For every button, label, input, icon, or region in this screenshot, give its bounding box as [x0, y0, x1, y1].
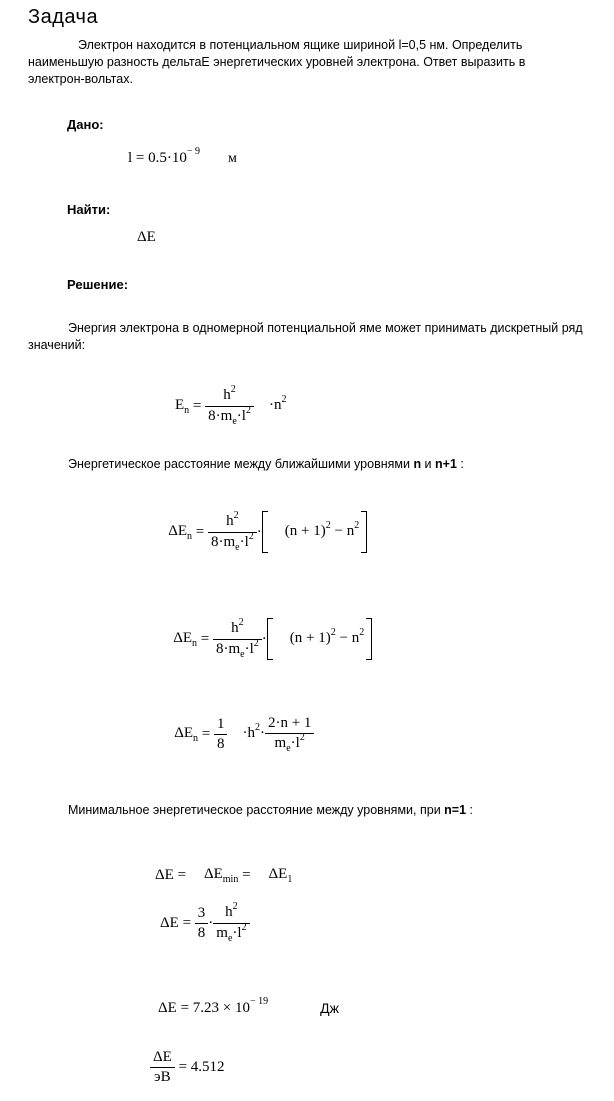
formula-delta-en-bracket-2: $\Delta E_n$ = $\frac{h^2}{8\cdot m_e\cdot l^2}$ · $(n + 1)^2 - n^2$ — [159, 610, 372, 668]
given-label: Дано: — [67, 117, 104, 132]
given-mantissa: 0.5 — [148, 150, 167, 166]
given-exponent: − 9 — [186, 146, 201, 157]
en-lhs: $E_n$ — [175, 397, 190, 416]
equals-sign: = — [174, 1059, 191, 1075]
equals-sign: = — [178, 915, 195, 931]
page-title: Задача — [28, 6, 99, 28]
equals-sign: = — [173, 866, 190, 883]
formula-given-width — [128, 146, 237, 168]
multiply-dot: · — [261, 630, 267, 647]
fraction: $\frac{h^2}{8\cdot m_e\cdot l^2}$ — [208, 512, 257, 553]
var-n-plus-1: n+1 — [435, 457, 457, 471]
problem-statement: Электрон находится в потенциальном ящике шириной l=0,5 нм. Определить наименьшую разность дельтаE энергетических уровней электрона. Ответ выразить в электрон-вольтах. — [28, 38, 526, 86]
formula-energy-levels — [160, 377, 286, 435]
fraction-ev: $\frac{\Delta E}{эВ}$ — [150, 1048, 175, 1087]
times-sign: × — [219, 1000, 235, 1016]
formula-result-electronvolts — [150, 1048, 225, 1087]
equals-sign: = — [132, 150, 149, 166]
left-bracket — [267, 618, 273, 660]
formula-delta-en-bracket-1: $\Delta E_n$ = $\frac{h^2}{8\cdot m_e\cdot l^2}$ · $(n + 1)^2 - n^2$ — [154, 503, 367, 561]
formula-result-joules: ΔE = 7.23 × 10 − 19 Дж — [158, 999, 339, 1018]
fraction-one-eighth: $\frac{1}{8}$ — [214, 715, 228, 754]
given-base: 10 — [171, 150, 187, 166]
formula-delta-en-simplified: $\Delta E_n$ = $\frac{1}{8}$ $\cdot h^2\cdot$ $\frac{2\cdot n + 1}{m_e\cdot l^2}$ — [160, 705, 314, 763]
var-n-equals-1: n=1 — [444, 803, 467, 817]
equals-sign: = — [189, 397, 206, 414]
equals-sign: = — [192, 523, 208, 540]
en-tail: $\cdot n^2$ — [268, 394, 287, 413]
multiply-dot: · — [208, 915, 214, 931]
solution-paragraph-energy: Энергия электрона в одномерной потенциальной яме может принимать дискретный ряд значений: — [28, 321, 583, 352]
multiply-dot: · — [256, 523, 262, 540]
right-bracket — [366, 618, 372, 660]
find-label: Найти: — [67, 202, 111, 217]
fraction: $\frac{2\cdot n + 1}{m_e\cdot l^2}$ — [265, 714, 314, 754]
solution-paragraph-minimum: Минимальное энергетическое расстояние между уровнями, при n=1 : — [68, 803, 473, 817]
formula-find — [137, 228, 156, 247]
given-lhs: l — [128, 150, 133, 166]
fraction: $\frac{h^2}{8\cdot m_e\cdot l^2}$ — [205, 386, 254, 427]
multiply-dot: · — [166, 150, 172, 166]
fraction: $\frac{h^2}{8\cdot m_e\cdot l^2}$ — [213, 619, 262, 660]
var-n: n — [413, 457, 422, 471]
delta-e: ΔE — [137, 229, 156, 245]
equals-sign: = — [197, 630, 213, 647]
right-bracket — [361, 511, 367, 553]
formula-delta-e-chain: ΔE = $\Delta E_{min}$ = $\Delta E_1$ — [155, 866, 293, 885]
unit-joules: Дж — [320, 1000, 339, 1016]
equals-sign: = — [198, 725, 214, 742]
unit-meters: м — [228, 151, 237, 166]
solution-paragraph-distance: Энергетическое расстояние между ближайшими уровнями n и n+1 : — [68, 457, 464, 471]
result-exponent: − 19 — [250, 996, 269, 1007]
formula-delta-e-three-eighths: ΔE = $\frac{3}{8}$ · $\frac{h^2}{m_e\cdot l^2}$ — [160, 903, 250, 944]
fraction-three-eighths: $\frac{3}{8}$ — [195, 904, 209, 943]
solution-label: Решение: — [67, 277, 129, 292]
fraction: $\frac{h^2}{m_e\cdot l^2}$ — [213, 903, 249, 944]
equals-sign: = — [176, 1000, 193, 1016]
left-bracket — [262, 511, 268, 553]
equals-sign: = — [238, 866, 255, 883]
ev-value: 4.512 — [190, 1059, 225, 1075]
